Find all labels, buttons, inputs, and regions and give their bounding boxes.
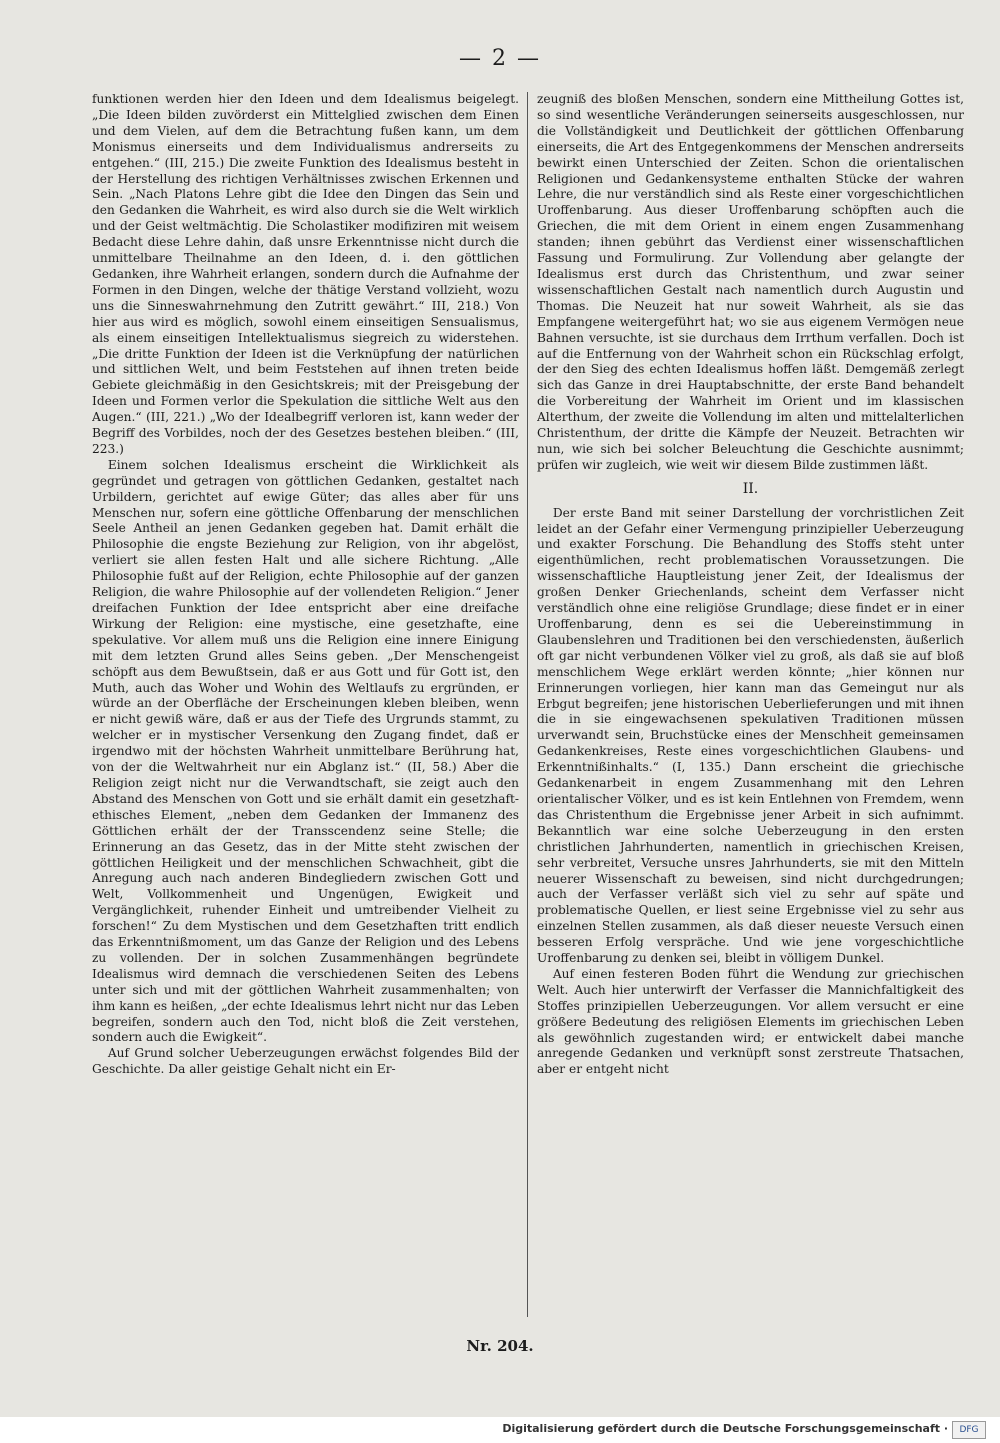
text-columns — [92, 92, 964, 1322]
dfg-logo-icon: DFG — [952, 1421, 986, 1439]
paragraph: Auf Grund solcher Ueberzeugungen erwächst folgendes Bild der Geschichte. Da aller geistige Gehalt nicht ein Er- — [92, 1046, 519, 1077]
paragraph: Einem solchen Idealismus erscheint die Wirklichkeit als gegründet und getragen von göttlichen Gedanken, gestaltet nach Urbildern, gerichtet auf ewige Güter; das alles aber für uns Menschen nur, sofern eine göttliche Offenbarung der menschlichen Seele Antheil an jenen Gedanken gegeben hat. Damit erhält die Philosophie die engste Beziehung zur Religion, von ihr abgelöst, verliert sie allen festen Halt und alle sichere Richtung. „Alle Philosophie fußt auf der Religion, echte Philosophie auf der ganzen Religion, die wahre Philosophie auf der vollendeten Religion.“ Jener dreifachen Funktion der Idee entspricht aber eine dreifache Wirkung der Religion: eine mystische, eine gesetzhafte, eine spekulative. Vor allem muß uns die Religion eine innere Einigung mit dem letzten Grund alles Seins geben. „Der Menschengeist schöpft aus dem Bewußtsein, daß er aus Gott und für Gott ist, den Muth, auch das Woher und Wohin des Weltlaufs zu ergründen, er würde an der Oberfläche der Erscheinungen kleben bleiben, wenn er nicht gewiß wäre, daß er aus der Tiefe des Urgrunds stammt, zu welcher er in mystischer Versenkung den Zugang findet, daß er irgendwo mit der höchsten Wahrheit unmittelbare Berührung hat, von der die Weltwahrheit nur ein Abglanz ist.“ (II, 58.) Aber die Religion zeigt nicht nur die Verwandtschaft, sie zeigt auch den Abstand des Menschen von Gott und sie erhält damit ein gesetzhaft-ethisches Element, „neben dem Gedanken der Immanenz des Göttlichen erhält der der Transscendenz seine Stelle; die Erinnerung an das Gesetz, das in der Mitte steht zwischen der göttlichen Heiligkeit und der menschlichen Schwachheit, gibt die Anregung auch nach anderen Bindegliedern zwischen Gott und Welt, Vollkommenheit und Ungenügen, Ewigkeit und Vergänglichkeit, ruhender Einheit und umtreibender Vielheit zu forschen!“ Zu dem Mystischen und dem Gesetzhaften tritt endlich das Erkenntnißmoment, um das Ganze der Religion und des Lebens zu vollenden. Der in solchen Zusammenhängen begründete Idealismus wird demnach die verschiedenen Seiten des Lebens unter sich und mit der göttlichen Wahrheit zusammenhalten; von ihm kann es heißen, „der echte Idealismus lehrt nicht nur das Leben begreifen, sondern auch den Tod, nicht bloß die Zeit verstehen, sondern auch die Ewigkeit“. — [92, 457, 519, 1045]
footer-bar — [0, 1417, 1000, 1443]
right-column — [537, 92, 964, 1322]
paragraph: funktionen werden hier den Ideen und dem Idealismus beigelegt. „Die Ideen bilden zuvörderst ein Mittelglied zwischen dem Einen und dem Vielen, auf dem die Betrachtung fußen kann, um dem Monismus einerseits und dem Individualismus andrerseits zu entgehen.“ (III, 215.) Die zweite Funktion des Idealismus besteht in der Herstellung des richtigen Verhältnisses zwischen Erkennen und Sein. „Nach Platons Lehre gibt die Idee den Dingen das Sein und den Gedanken die Wahrheit, es wird also durch sie die Welt wirklich und der Geist weltmächtig. Die Scholastiker modifiziren mit weisem Bedacht diese Lehre dahin, daß unsre Erkenntnisse nicht durch die unmittelbare Theilnahme an den Ideen, d. i. den göttlichen Gedanken, ihre Wahrheit erlangen, sondern durch die Aufnahme der Formen in den Dingen, welche der thätige Verstand vollzieht, wozu uns die Sinneswahrnehmung den Zutritt gewährt.“ III, 218.) Von hier aus wird es möglich, sowohl einem einseitigen Sensualismus, als einem einseitigen Intellektualismus siegreich zu widerstehen. „Die dritte Funktion der Ideen ist die Verknüpfung der natürlichen und sittlichen Welt, und beim Feststehen auf ihnen treten beide Gebiete gleichmäßig in den Gesichtskreis; mit der Preisgebung der Ideen und Formen verlor die Spekulation die sittliche Welt aus den Augen.“ (III, 221.) „Wo der Idealbegriff verloren ist, kann weder der Begriff des Vorbildes, noch der des Gesetzes bestehen bleiben.“ (III, 223.) — [92, 92, 519, 456]
funding-notice: Digitalisierung gefördert durch die Deutsche Forschungsgemeinschaft · — [502, 1422, 948, 1435]
issue-number: Nr. 204. — [466, 1337, 534, 1355]
left-column — [92, 92, 519, 1322]
paragraph: Der erste Band mit seiner Darstellung der vorchristlichen Zeit leidet an der Gefahr einer Vermengung prinzipieller Ueberzeugung und exakter Forschung. Die Behandlung des Stoffs steht unter eigenthümlichen, recht problematischen Voraussetzungen. Die wissenschaftliche Hauptleistung jener Zeit, der Idealismus der großen Denker Griechenlands, scheint dem Verfasser nicht verständlich ohne eine religiöse Grundlage; diese findet er in einer Uroffenbarung, denn es sei die Uebereinstimmung in Glaubenslehren und Traditionen bei den verschiedensten, äußerlich oft gar nicht verbundenen Völker viel zu groß, als daß sie auf bloß menschlichem Wege erklärt werden könnte; „hier können nur Erinnerungen vorliegen, hier kann man das Gemeingut nur als Erbgut begreifen; jene historischen Ueberlieferungen und mit ihnen die in sie eingewachsenen spekulativen Traditionen müssen urverwandt sein, Bruchstücke eines der Menschheit gemeinsamen Gedankenkreises, Reste eines vorgeschichtlichen Glaubens- und Erkenntnißinhalts.“ (I, 135.) Dann erscheint die griechische Gedankenarbeit in engem Zusammenhang mit den Lehren orientalischer Völker, und es ist kein Entlehnen von Fremdem, wenn das Christenthum die Ergebnisse jener Arbeit in sich aufnimmt. Bekanntlich war eine solche Ueberzeugung in den ersten christlichen Jahrhunderten, namentlich in griechischen Kreisen, sehr verbreitet, Versuche unsres Jahrhunderts, sie mit den Mitteln neuerer Wissenschaft zu beweisen, sind nicht durchgedrungen; auch der Verfasser verläßt sich viel zu sehr auf späte und problematische Quellen, er liest seine Ergebnisse viel zu sehr aus einzelnen Stellen zusammen, als daß dieser neueste Versuch einen besseren Erfolg verspräche. Und wie jene vorgeschichtliche Uroffenbarung zu denken sei, bleibt in völligem Dunkel. — [537, 505, 964, 966]
paragraph: zeugniß des bloßen Menschen, sondern eine Mittheilung Gottes ist, so sind wesentliche Veränderungen seinerseits ausgeschlossen, nur die Vollständigkeit und Deutlichkeit der göttlichen Offenbarung einerseits, die Art des Entgegenkommens der Menschen andrerseits bewirkt einen Unterschied der Zeiten. Schon die orientalischen Religionen und Gedankensysteme enthalten Stücke der wahren Lehre, die nur verständlich sind als Reste einer vorgeschichtlichen Uroffenbarung. Aus dieser Uroffenbarung schöpften auch die Griechen, die mit dem Orient in einem engen Zusammenhang standen; ihnen gebührt das Verdienst einer wissenschaftlichen Fassung und Formulirung. Zur Vollendung aber gelangte der Idealismus erst durch das Christenthum, und zwar seiner wissenschaftlichen Gestalt nach namentlich durch Augustin und Thomas. Die Neuzeit hat nur soweit Wahrheit, als sie das Empfangene weitergeführt hat; wo sie aus eigenem Vermögen neue Bahnen versuchte, ist sie durchaus dem Irrthum verfallen. Doch ist auf die Entfernung von der Wahrheit schon ein Rückschlag erfolgt, der den Sieg des echten Idealismus hoffen läßt. Demgemäß zerlegt sich das Ganze in drei Hauptabschnitte, der erste Band behandelt die Vorbereitung der Wahrheit im Orient und im klassischen Alterthum, der zweite die Vollendung im alten und mittelalterlichen Christenthum, der dritte die Kämpfe der Neuzeit. Betrachten wir nun, wie sich bei solcher Beleuchtung die Geschichte ausnimmt; prüfen wir zugleich, wie weit wir diesem Bilde zustimmen läßt. — [537, 92, 964, 472]
paragraph: Auf einen festeren Boden führt die Wendung zur griechischen Welt. Auch hier unterwirft der Verfasser die Mannichfaltigkeit des Stoffes prinzipiellen Ueberzeugungen. Vor allem versucht er eine größere Bedeutung des religiösen Elements im griechischen Leben als gewöhnlich zugestanden wird; er entwickelt dabei manche anregende Gedanken und verknüpft sonst zerstreute Thatsachen, aber er entgeht nicht — [537, 966, 964, 1077]
page-number: — 2 — — [459, 46, 541, 71]
section-heading: II. — [742, 480, 759, 497]
